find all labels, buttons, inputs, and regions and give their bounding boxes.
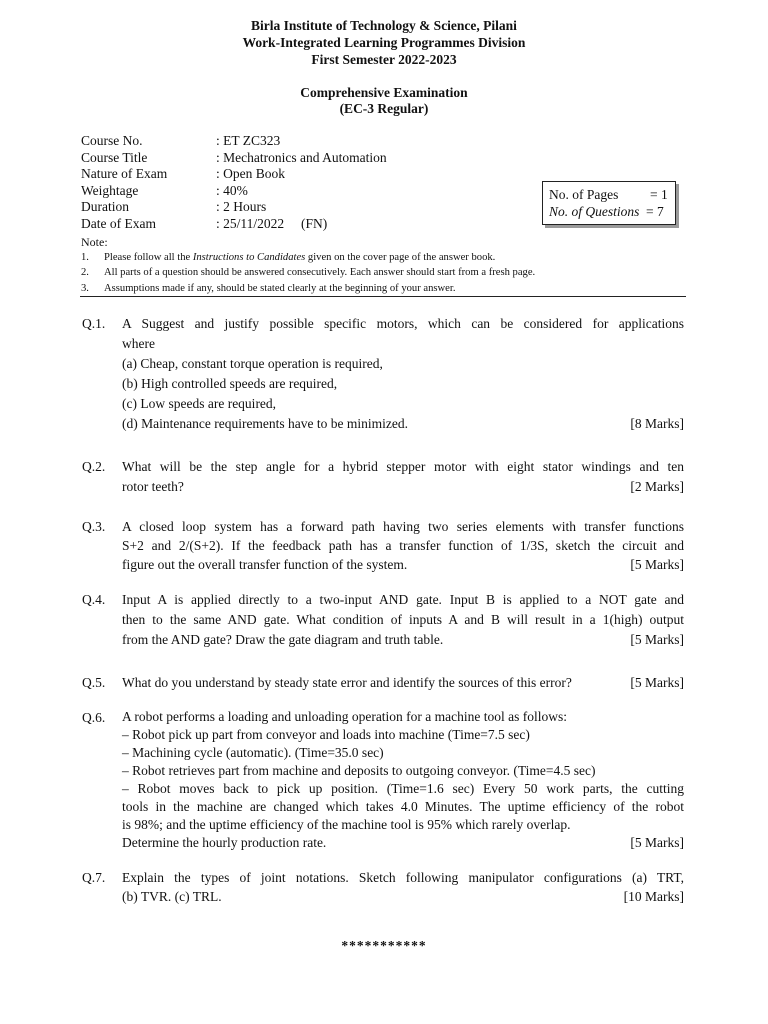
question-step: – Machining cycle (automatic). (Time=35.0 sec) bbox=[122, 745, 384, 760]
question-number: Q.1. bbox=[82, 316, 106, 331]
question-1 bbox=[122, 314, 684, 434]
questions-value: = 7 bbox=[646, 204, 664, 219]
question-marks: [5 Marks] bbox=[630, 675, 684, 690]
question-part-c: (c) Low speeds are required, bbox=[122, 396, 277, 411]
question-marks: [8 Marks] bbox=[630, 416, 684, 431]
duration-value: : 2 Hours bbox=[216, 199, 267, 214]
question-line: where bbox=[122, 336, 155, 351]
exam-date-label: Date of Exam bbox=[81, 216, 156, 231]
exam-subtitle: (EC-3 Regular) bbox=[339, 101, 429, 116]
question-marks: [2 Marks] bbox=[630, 479, 684, 494]
note-number: 1. bbox=[81, 252, 89, 263]
pages-value: = 1 bbox=[650, 187, 668, 202]
note-emphasis: Instructions to Candidates bbox=[192, 252, 306, 263]
question-part-b: (b) High controlled speeds are required, bbox=[122, 376, 338, 391]
pages-questions-box bbox=[542, 181, 676, 225]
exam-title: Comprehensive Examination bbox=[300, 85, 468, 100]
question-4 bbox=[122, 590, 684, 650]
course-no-value: : ET ZC323 bbox=[216, 133, 281, 148]
question-line: A robot performs a loading and unloading operation for a machine tool as follows: bbox=[122, 709, 568, 724]
question-number: Q.7. bbox=[82, 870, 106, 885]
note-text: All parts of a question should be answered consecutively. Each answer should start from a fresh page. bbox=[104, 267, 536, 278]
question-marks: [5 Marks] bbox=[630, 835, 684, 850]
question-line: A Suggest and justify possible specific motors, which can be considered for applications bbox=[122, 316, 684, 331]
question-marks: [5 Marks] bbox=[630, 632, 684, 647]
question-step: – Robot pick up part from conveyor and loads into machine (Time=7.5 sec) bbox=[122, 727, 530, 742]
exam-date-value: : 25/11/2022 (FN) bbox=[216, 216, 328, 231]
question-line: then to the same AND gate. What condition of inputs A and B will result in a 1(high) output bbox=[122, 612, 684, 627]
weightage-label: Weightage bbox=[81, 183, 139, 198]
question-step: – Robot moves back to pick up position. (Time=1.6 sec) Every 50 work parts, the cutting bbox=[122, 781, 684, 796]
question-number: Q.2. bbox=[82, 459, 106, 474]
note-item bbox=[81, 265, 535, 280]
question-6 bbox=[122, 708, 684, 852]
question-last-line bbox=[122, 555, 684, 574]
note-text: Assumptions made if any, should be stated clearly at the beginning of your answer. bbox=[104, 283, 456, 294]
course-title-value: : Mechatronics and Automation bbox=[216, 150, 387, 165]
exam-nature-value: : Open Book bbox=[216, 166, 285, 181]
questions-label: No. of Questions bbox=[549, 204, 640, 219]
exam-nature-label: Nature of Exam bbox=[81, 166, 168, 181]
divider-line bbox=[80, 296, 686, 297]
course-title-label: Course Title bbox=[81, 150, 148, 165]
question-last-line bbox=[122, 414, 684, 434]
duration-label: Duration bbox=[81, 199, 129, 214]
course-no-label: Course No. bbox=[81, 133, 143, 148]
question-step: – Robot retrieves part from machine and deposits to outgoing conveyor. (Time=4.5 sec) bbox=[122, 763, 596, 778]
question-part-d: (d) Maintenance requirements have to be minimized. bbox=[122, 416, 409, 431]
note-item bbox=[81, 250, 495, 265]
question-7 bbox=[122, 868, 684, 906]
end-stars: *********** bbox=[341, 938, 427, 953]
question-3 bbox=[122, 517, 684, 574]
question-2 bbox=[122, 457, 684, 497]
note-title: Note: bbox=[81, 235, 108, 249]
pages-label: No. of Pages bbox=[549, 187, 619, 202]
note-number: 3. bbox=[81, 283, 89, 294]
question-line: from the AND gate? Draw the gate diagram and truth table. bbox=[122, 632, 444, 647]
question-line: A closed loop system has a forward path having two series elements with transfer functions bbox=[122, 519, 684, 534]
note-number: 2. bbox=[81, 267, 89, 278]
question-number: Q.3. bbox=[82, 519, 106, 534]
question-part-a: (a) Cheap, constant torque operation is required, bbox=[122, 356, 383, 371]
question-line: tools in the machine are changed which takes 4.0 Minutes. The uptime efficiency of the robot bbox=[122, 799, 684, 814]
question-last-line bbox=[122, 834, 684, 852]
question-marks: [10 Marks] bbox=[623, 889, 684, 904]
division-name: Work-Integrated Learning Programmes Division bbox=[242, 35, 526, 50]
institute-name: Birla Institute of Technology & Science, Pilani bbox=[251, 18, 517, 33]
question-line: rotor teeth? bbox=[122, 479, 184, 494]
question-last-line bbox=[122, 673, 684, 693]
note-item bbox=[81, 281, 455, 296]
question-last-line bbox=[122, 887, 684, 906]
question-last-line bbox=[122, 477, 684, 497]
semester: First Semester 2022-2023 bbox=[311, 52, 457, 67]
question-number: Q.5. bbox=[82, 675, 106, 690]
question-line: What will be the step angle for a hybrid stepper motor with eight stator windings and ten bbox=[122, 459, 684, 474]
question-line: Determine the hourly production rate. bbox=[122, 835, 327, 850]
question-5 bbox=[122, 673, 684, 693]
question-number: Q.6. bbox=[82, 710, 106, 725]
note-text-end: given on the cover page of the answer book. bbox=[305, 252, 496, 263]
note-text: Please follow all the bbox=[104, 252, 193, 263]
question-line: S+2 and 2/(S+2). If the feedback path has a transfer function of 1/3S, sketch the circuit and bbox=[122, 538, 684, 553]
question-line: Input A is applied directly to a two-input AND gate. Input B is applied to a NOT gate and bbox=[122, 592, 684, 607]
question-line: is 98%; and the uptime efficiency of the machine tool is 95% which rarely overlap. bbox=[122, 817, 571, 832]
question-line: (b) TVR. (c) TRL. bbox=[122, 889, 222, 904]
weightage-value: : 40% bbox=[216, 183, 248, 198]
question-number: Q.4. bbox=[82, 592, 106, 607]
question-line: Explain the types of joint notations. Sketch following manipulator configurations (a) TRT, bbox=[122, 870, 684, 885]
question-line: figure out the overall transfer function of the system. bbox=[122, 557, 408, 572]
question-last-line bbox=[122, 630, 684, 650]
question-line: What do you understand by steady state error and identify the sources of this error? bbox=[122, 675, 572, 690]
question-marks: [5 Marks] bbox=[630, 557, 684, 572]
